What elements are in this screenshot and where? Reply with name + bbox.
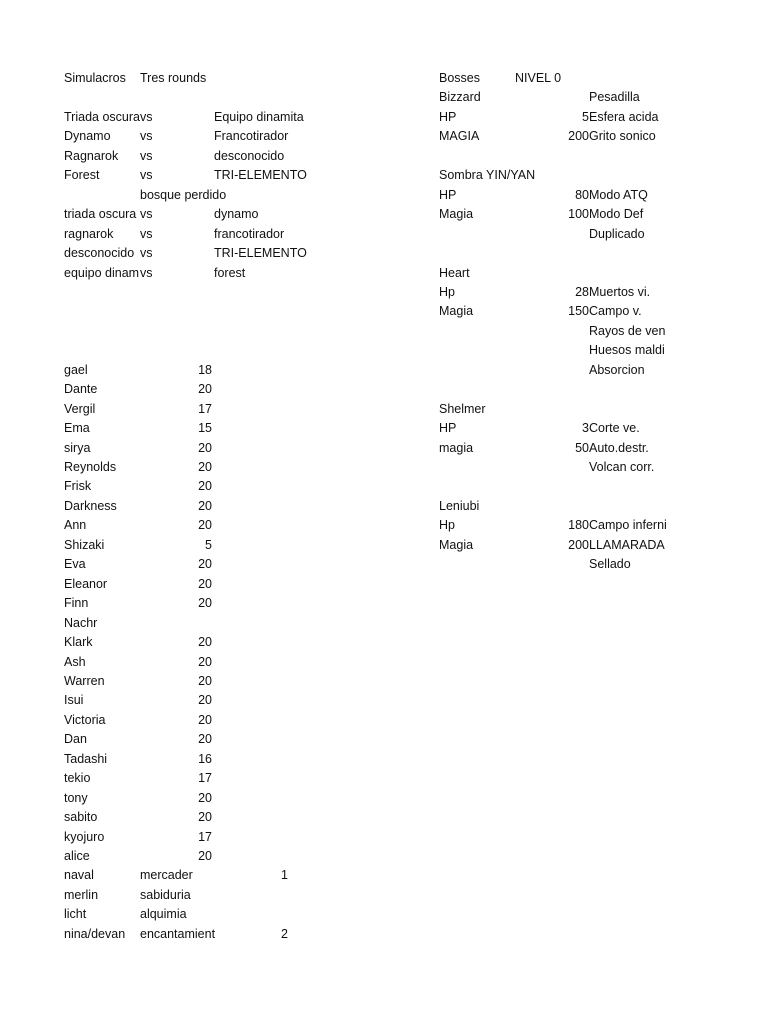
- boss-ability: Campo inferni: [589, 518, 667, 533]
- boss-row: [0, 302, 768, 321]
- boss-label: Magia: [439, 304, 474, 319]
- player-name: tekio: [64, 771, 91, 786]
- boss-label: Leniubi: [439, 498, 480, 513]
- player-name: Shizaki: [64, 537, 105, 552]
- team-a: Dynamo: [64, 129, 111, 144]
- player-row: [0, 769, 768, 788]
- team-a: Triada oscura: [64, 109, 140, 124]
- boss-label: Hp: [439, 518, 455, 533]
- skill-level: 2: [281, 926, 288, 941]
- player-score: 18: [198, 362, 212, 377]
- boss-stat-value: 3: [582, 421, 589, 436]
- player-row: [0, 750, 768, 769]
- skill-row: [0, 905, 768, 924]
- boss-ability: Corte ve.: [589, 421, 640, 436]
- character-name: nina/devan: [64, 926, 126, 941]
- boss-label: Sombra YIN/YAN: [439, 168, 536, 183]
- boss-row: [0, 283, 768, 302]
- player-name: Isui: [64, 693, 84, 708]
- boss-label: magia: [439, 440, 474, 455]
- boss-row: [0, 477, 768, 496]
- player-name: Ann: [64, 518, 87, 533]
- boss-stat-value: 28: [575, 284, 589, 299]
- player-name: kyojuro: [64, 829, 105, 844]
- boss-stat-value: 5: [582, 109, 589, 124]
- player-score: 20: [198, 849, 212, 863]
- versus-label: vs: [140, 129, 153, 144]
- player-name: Eleanor: [64, 576, 108, 591]
- skill-name: mercader: [140, 868, 193, 883]
- team-b: dynamo: [214, 207, 259, 222]
- boss-label: HP: [439, 187, 457, 202]
- boss-row: [0, 264, 768, 283]
- boss-row: [0, 536, 768, 555]
- player-row: [0, 730, 768, 749]
- player-name: Ash: [64, 654, 86, 669]
- player-score: 20: [198, 479, 212, 494]
- boss-stat-value: 200: [568, 129, 589, 144]
- team-b: desconocido: [214, 148, 285, 163]
- skill-name: alquimia: [140, 907, 187, 922]
- player-name: sirya: [64, 440, 91, 455]
- player-name: Darkness: [64, 498, 117, 513]
- team-a: Ragnarok: [64, 148, 119, 163]
- player-name: Vergil: [64, 401, 96, 416]
- boss-stat-value: 200: [568, 537, 589, 552]
- player-row: [0, 653, 768, 672]
- boss-row: [0, 361, 768, 380]
- player-name: Tadashi: [64, 751, 108, 766]
- boss-ability: Huesos maldi: [589, 343, 665, 358]
- boss-ability: Modo ATQ: [589, 187, 648, 202]
- skill-row: [0, 925, 768, 944]
- boss-row: [0, 400, 768, 419]
- boss-row: [0, 69, 768, 88]
- player-row: [0, 614, 768, 633]
- player-score: 20: [198, 596, 212, 611]
- boss-row: [0, 244, 768, 263]
- boss-label: Bosses: [439, 71, 480, 85]
- boss-stat-value: 150: [568, 304, 589, 319]
- player-score: 20: [198, 673, 212, 688]
- player-row: [0, 691, 768, 710]
- skill-name: sabiduria: [140, 887, 191, 902]
- boss-row: [0, 147, 768, 166]
- team-a: equipo dinam: [64, 265, 140, 280]
- player-name: Klark: [64, 635, 93, 650]
- boss-stat-value: 80: [575, 187, 589, 202]
- player-name: Frisk: [64, 479, 92, 494]
- player-name: tony: [64, 790, 88, 805]
- boss-row: [0, 166, 768, 185]
- player-row: [0, 672, 768, 691]
- player-score: 15: [198, 421, 212, 436]
- boss-level: NIVEL 0: [515, 71, 562, 85]
- boss-row: [0, 458, 768, 477]
- player-name: Dan: [64, 732, 87, 747]
- player-score: 16: [198, 751, 212, 766]
- boss-row: [0, 127, 768, 146]
- player-score: 17: [198, 401, 212, 416]
- skill-row: [0, 866, 768, 885]
- boss-row: [0, 322, 768, 341]
- team-a: triada oscura: [64, 207, 137, 222]
- team-b: Francotirador: [214, 129, 289, 144]
- player-score: 20: [198, 557, 212, 572]
- player-name: Victoria: [64, 712, 106, 727]
- player-score: 20: [198, 382, 212, 397]
- sheet-subtitle: Tres rounds: [140, 71, 207, 85]
- versus-label: vs: [140, 226, 153, 241]
- boss-ability: Modo Def: [589, 207, 644, 222]
- boss-label: Shelmer: [439, 401, 486, 416]
- team-a: Forest: [64, 168, 100, 183]
- boss-row: [0, 341, 768, 360]
- boss-stat-value: 50: [575, 440, 589, 455]
- player-name: Ema: [64, 421, 90, 436]
- player-row: [0, 594, 768, 613]
- boss-ability: Esfera acida: [589, 109, 659, 124]
- player-score: 20: [198, 440, 212, 455]
- boss-row: [0, 225, 768, 244]
- boss-ability: Pesadilla: [589, 90, 640, 105]
- boss-ability: Sellado: [589, 557, 631, 572]
- player-score: 20: [198, 460, 212, 474]
- player-name: Nachr: [64, 615, 98, 630]
- skill-row: [0, 886, 768, 905]
- skill-name: encantamient: [140, 926, 216, 941]
- player-name: Warren: [64, 673, 105, 688]
- boss-ability: Auto.destr.: [589, 440, 649, 455]
- boss-row: [0, 205, 768, 224]
- player-score: 20: [198, 498, 212, 513]
- boss-ability: Absorcion: [589, 362, 645, 377]
- boss-label: HP: [439, 109, 457, 124]
- player-row: [0, 808, 768, 827]
- player-score: 20: [198, 635, 212, 650]
- boss-stat-value: 100: [568, 207, 589, 222]
- versus-label: vs: [140, 168, 153, 183]
- player-name: Reynolds: [64, 460, 117, 474]
- boss-label: HP: [439, 421, 457, 436]
- player-row: [0, 711, 768, 730]
- player-name: sabito: [64, 810, 98, 825]
- player-score: 17: [198, 829, 212, 844]
- player-score: 20: [198, 693, 212, 708]
- character-name: merlin: [64, 887, 99, 902]
- versus-label: vs: [140, 265, 153, 280]
- boss-ability: Muertos vi.: [589, 284, 651, 299]
- player-name: Eva: [64, 557, 86, 572]
- player-score: 20: [198, 654, 212, 669]
- versus-label: vs: [140, 207, 153, 222]
- player-score: 20: [198, 790, 212, 805]
- versus-label: vs: [140, 246, 153, 261]
- versus-label: vs: [140, 148, 153, 163]
- team-b: TRI-ELEMENTO: [214, 168, 307, 183]
- player-row: [0, 575, 768, 594]
- team-b: TRI-ELEMENTO: [214, 246, 307, 261]
- team-a: desconocido: [64, 246, 135, 261]
- player-score: 5: [205, 537, 212, 552]
- team-b: forest: [214, 265, 246, 280]
- boss-stat-value: 180: [568, 518, 589, 533]
- boss-ability: LLAMARADA: [589, 537, 665, 552]
- player-row: [0, 789, 768, 808]
- boss-label: MAGIA: [439, 129, 480, 144]
- skill-level: 1: [281, 868, 288, 883]
- character-name: naval: [64, 868, 94, 883]
- player-row: [0, 828, 768, 847]
- boss-label: Bizzard: [439, 90, 481, 105]
- versus-label: bosque perdido: [140, 187, 227, 202]
- boss-row: [0, 186, 768, 205]
- boss-row: [0, 516, 768, 535]
- boss-label: Magia: [439, 537, 474, 552]
- player-score: 20: [198, 518, 212, 533]
- boss-label: Heart: [439, 265, 470, 280]
- boss-ability: Volcan corr.: [589, 460, 655, 474]
- player-score: 20: [198, 712, 212, 727]
- team-b: francotirador: [214, 226, 285, 241]
- boss-label: Magia: [439, 207, 474, 222]
- versus-label: vs: [140, 109, 153, 124]
- player-row: [0, 633, 768, 652]
- sheet-title: Simulacros: [64, 71, 126, 85]
- player-name: alice: [64, 849, 90, 863]
- player-score: 20: [198, 810, 212, 825]
- player-name: Finn: [64, 596, 89, 611]
- boss-row: [0, 380, 768, 399]
- player-score: 20: [198, 576, 212, 591]
- boss-row: [0, 419, 768, 438]
- player-name: gael: [64, 362, 88, 377]
- boss-row: [0, 497, 768, 516]
- boss-label: Hp: [439, 284, 455, 299]
- boss-ability: Campo v.: [589, 304, 642, 319]
- boss-row: [0, 439, 768, 458]
- player-row: [0, 847, 768, 866]
- boss-row: [0, 88, 768, 107]
- player-score: 17: [198, 771, 212, 786]
- boss-ability: Duplicado: [589, 226, 645, 241]
- player-score: 20: [198, 732, 212, 747]
- boss-ability: Grito sonico: [589, 129, 656, 144]
- boss-ability: Rayos de ven: [589, 323, 666, 338]
- character-name: licht: [64, 907, 87, 922]
- boss-row: [0, 555, 768, 574]
- team-b: Equipo dinamita: [214, 109, 304, 124]
- team-a: ragnarok: [64, 226, 114, 241]
- player-name: Dante: [64, 382, 98, 397]
- boss-row: [0, 108, 768, 127]
